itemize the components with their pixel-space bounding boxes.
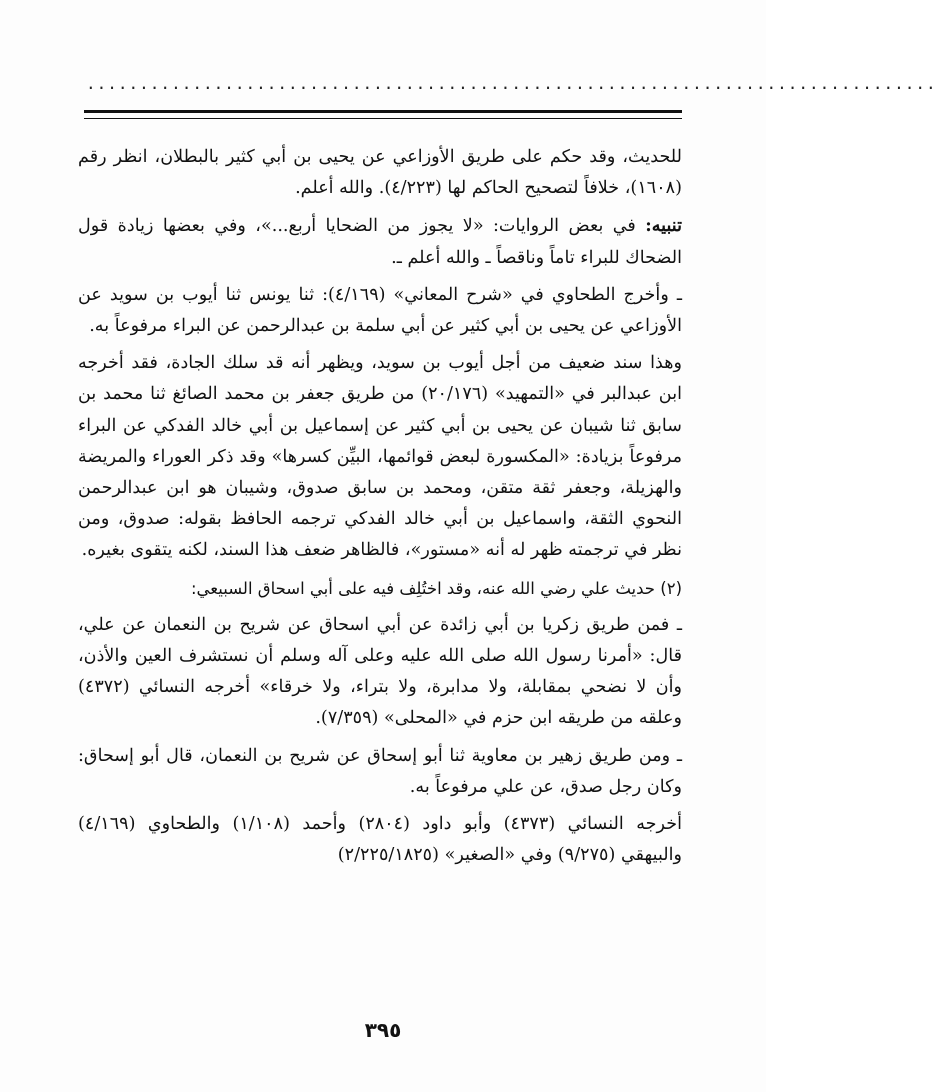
header-dotted-line: ................................................................................	[86, 74, 937, 93]
paragraph: ـ ومن طريق زهير بن معاوية ثنا أبو إسحاق عن شريح بن النعمان، قال أبو إسحاق: وكان رجل صدق، عن علي مرفوعاً به.	[78, 745, 682, 797]
paragraph: ـ وأخرج الطحاوي في «شرح المعاني» (٤/١٦٩): ثنا يونس ثنا أيوب بن سويد عن الأوزاعي عن يحيى بن أبي كثير عن أبي سلمة بن عبدالرحمن عن البراء مرفوعاً به.	[78, 284, 682, 337]
section-heading: (٢) حديث علي رضي الله عنه، وقد اختُلِف فيه على أبي اسحاق السبيعي:	[190, 578, 682, 598]
page-body	[78, 142, 682, 877]
paragraph: وهذا سند ضعيف من أجل أيوب بن سويد، ويظهر أنه قد سلك الجادة، فقد أخرجه ابن عبدالبر في «التمهيد» (٢٠/١٧٦) من طريق جعفر بن محمد الصائغ ثنا محمد بن سابق ثنا شيبان عن يحيى بن أبي كثير عن إسماعيل بن أبي خالد الفدكي عن البراء مرفوعاً بزيادة: «المكسورة لبعض قوائمها، البيِّن كسرها» وقد ذكر العوراء والمريضة والهزيلة، وجعفر ثقة متقن، ومحمد بن سابق صدوق، وشيبان هو ابن عبدالرحمن النحوي الثقة، واسماعيل بن أبي خالد الفدكي ترجمه الحافظ بقوله: صدوق، ومن نظر في ترجمته ظهر له أنه «مستور»، فالظاهر ضعف هذا السند، لكنه يتقوى بغيره.	[78, 353, 682, 561]
paragraph-note	[78, 210, 682, 273]
paragraph: أخرجه النسائي (٤٣٧٣) وأبو داود (٢٨٠٤) وأحمد (١/١٠٨) والطحاوي (٤/١٦٩) والبيهقي (٩/٢٧٥) وفي «الصغير» (٢/٢٢٥/١٨٢٥)	[78, 814, 682, 866]
paragraph: للحديث، وقد حكم على طريق الأوزاعي عن يحيى بن أبي كثير بالبطلان، انظر رقم (١٦٠٨)، خلافاً لتصحيح الحاكم لها (٤/٢٢٣). والله أعلم.	[78, 147, 682, 199]
note-label: تنبيه:	[645, 215, 682, 237]
page-number: ٣٩٥	[364, 1018, 402, 1042]
note-text: في بعض الروايات: «لا يجوز من الضحايا أربع...»، وفي بعضها زيادة قول الضحاك للبراء تاماً وناقصاً ـ والله أعلم ـ.	[78, 216, 682, 268]
paragraph: ـ فمن طريق زكريا بن أبي زائدة عن أبي اسحاق عن شريح بن النعمان عن علي، قال: «أمرنا رسول الله صلى الله عليه وعلى آله وسلم أن نستشرف العين والأذن، وأن لا نضحي بمقابلة، ولا مدابرة، ولا بتراء، ولا خرقاء» أخرجه النسائي (٤٣٧٢) وعلقه من طريقه ابن حزم في «المحلى» (٧/٣٥٩).	[78, 614, 682, 729]
header-rule-thin	[84, 118, 682, 119]
header-rule-thick	[84, 110, 682, 113]
